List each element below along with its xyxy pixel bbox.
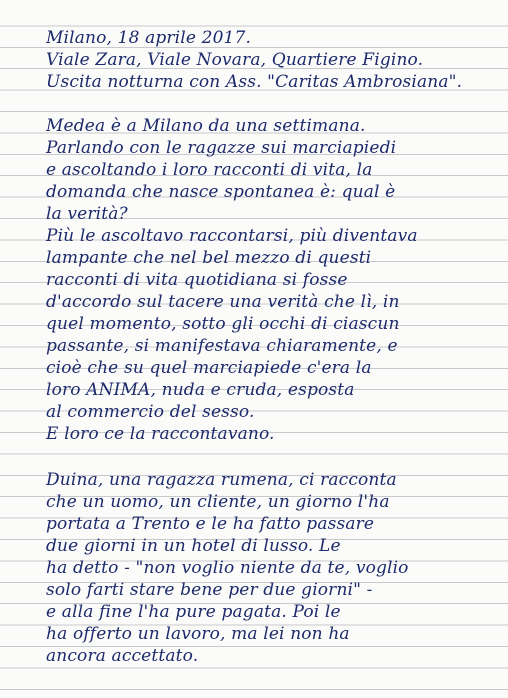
p2-line: ancora accettato. bbox=[46, 646, 199, 666]
p2-line: portata a Trento e le ha fatto passare bbox=[46, 514, 375, 534]
place-line: Viale Zara, Viale Novara, Quartiere Figino. bbox=[46, 50, 424, 70]
p1-line: al commercio del sesso. bbox=[46, 402, 255, 422]
p2-line: solo farti stare bene per due giorni" - bbox=[46, 580, 373, 600]
p1-line: e ascoltando i loro racconti di vita, la bbox=[46, 160, 373, 180]
p2-line: Duina, una ragazza rumena, ci racconta bbox=[46, 470, 397, 490]
p2-line: due giorni in un hotel di lusso. Le bbox=[46, 536, 341, 556]
p2-line: ha detto - "non voglio niente da te, voglio bbox=[46, 558, 409, 578]
p1-line: quel momento, sotto gli occhi di ciascun bbox=[46, 314, 400, 334]
p1-line: d'accordo sul tacere una verità che lì, in bbox=[46, 292, 400, 312]
date-line: Milano, 18 aprile 2017. bbox=[46, 28, 252, 48]
p1-line: Parlando con le ragazze sui marciapiedi bbox=[46, 138, 397, 158]
p1-line: loro ANIMA, nuda e cruda, esposta bbox=[46, 380, 355, 400]
p1-line: Medea è a Milano da una settimana. bbox=[46, 116, 366, 136]
p1-line: lampante che nel bel mezzo di questi bbox=[46, 248, 372, 268]
p1-line: passante, si manifestava chiaramente, e bbox=[46, 336, 398, 356]
p1-line: domanda che nasce spontanea è: qual è bbox=[46, 182, 396, 202]
p1-line: E loro ce la raccontavano. bbox=[46, 424, 275, 444]
p1-line: racconti di vita quotidiana si fosse bbox=[46, 270, 348, 290]
p1-line: la verità? bbox=[46, 204, 128, 224]
p2-line: che un uomo, un cliente, un giorno l'ha bbox=[46, 492, 390, 512]
p2-line: e alla fine l'ha pure pagata. Poi le bbox=[46, 602, 341, 622]
p1-line: Più le ascoltavo raccontarsi, più diventava bbox=[46, 226, 418, 246]
outing-line: Uscita notturna con Ass. "Caritas Ambrosiana". bbox=[46, 72, 463, 92]
p2-line: ha offerto un lavoro, ma lei non ha bbox=[46, 624, 350, 644]
p1-line: cioè che su quel marciapiede c'era la bbox=[46, 358, 372, 378]
